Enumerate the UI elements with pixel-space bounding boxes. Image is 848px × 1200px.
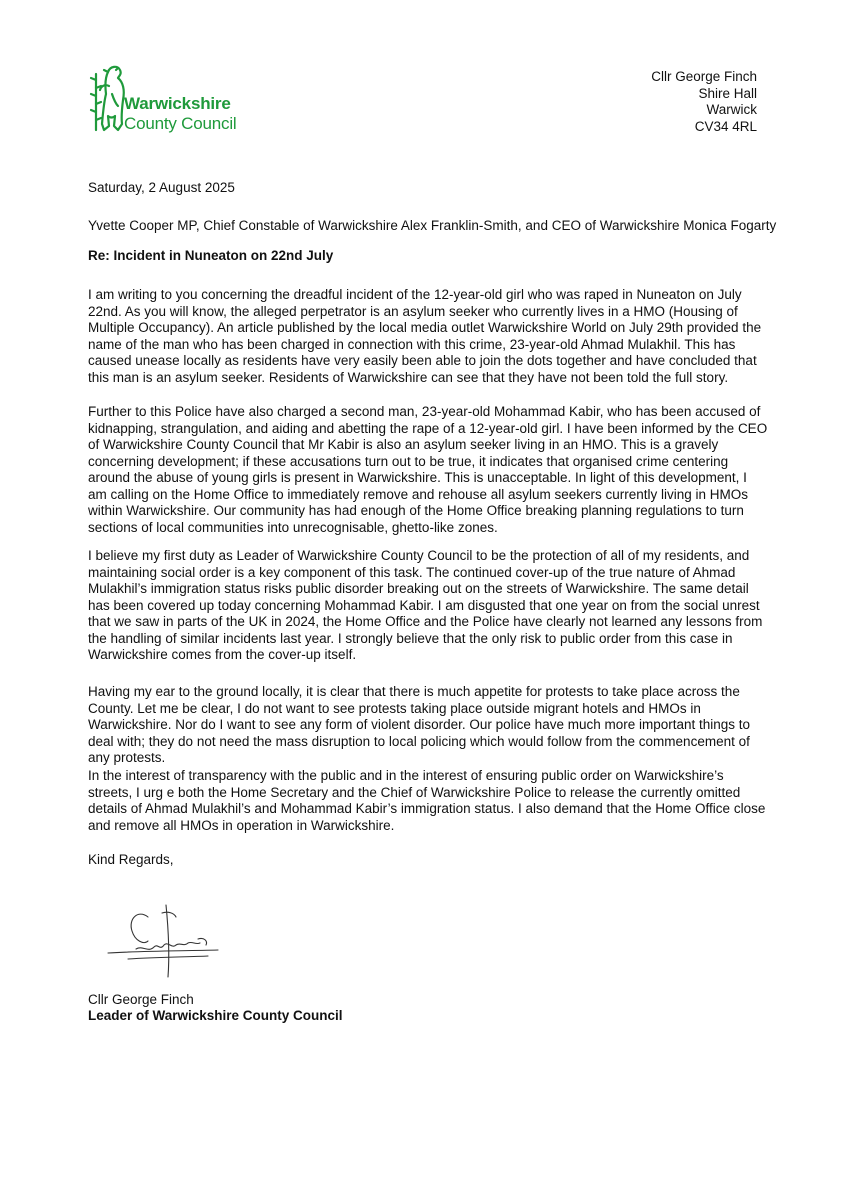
signer-name: Cllr George Finch	[88, 992, 194, 1007]
address-building: Shire Hall	[698, 85, 757, 101]
address-name: Cllr George Finch	[651, 69, 757, 84]
letter-recipients: Yvette Cooper MP, Chief Constable of Warwickshire Alex Franklin-Smith, and CEO of Warwickshire Monica Fogarty	[88, 218, 777, 233]
logo-wordmark-line2: County Council	[124, 114, 237, 133]
bear-and-ragged-staff-icon	[88, 60, 128, 135]
sender-address	[651, 69, 757, 135]
address-town: Warwick	[706, 102, 757, 117]
letter-closing: Kind Regards,	[88, 852, 174, 867]
council-logo	[88, 60, 258, 135]
address-postcode: CV34 4RL	[694, 118, 757, 134]
letter-paragraph: Having my ear to the ground locally, it is clear that there is much appetite for protests to take place across the County. Let me be clear, I do not want to see protests taking place outside migrant hotels and HMOs in Warwickshire. Nor do I want to see any form of violent disorder. Our police have much more important things to deal with; they do not need the mass disruption to local policing which would follow from the commencement of any protests.	[88, 684, 751, 765]
logo-wordmark-line1: Warwickshire	[124, 94, 231, 113]
letter-date: Saturday, 2 August 2025	[88, 180, 235, 195]
letter-paragraph: Further to this Police have also charged a second man, 23-year-old Mohammad Kabir, who has been accused of kidnapping, strangulation, and aiding and abetting the rape of a 12-year-old girl. I have been informed by the CEO of Warwickshire County Council that Mr Kabir is also an asylum seeker living in an HMO. This is a gravely concerning development; if these accusations turn out to be true, it indicates that organised crime centering around the abuse of young girls is present in Warwickshire. This is unacceptable. In light of this development, I am calling on the Home Office to immediately remove and rehouse all asylum seekers currently living in HMOs within Warwickshire. Our community has had enough of the Home Office breaking planning regulations to turn sections of local communities into unrecognisable, ghetto-like zones.	[88, 404, 768, 535]
letter-paragraph: I am writing to you concerning the dreadful incident of the 12-year-old girl who was raped in Nuneaton on July 22nd. As you will know, the alleged perpetrator is an asylum seeker who currently lives in a HMO (Housing of Multiple Occupancy). An article published by the local media outlet Warwickshire World on July 29th provided the name of the man who has been charged in connection with this crime, 23-year-old Ahmad Mulakhil. This has caused unease locally as residents have very easily been able to join the dots together and have concluded that this man is an asylum seeker. Residents of Warwickshire can see that they have not been told the full story.	[88, 287, 762, 385]
letter-subject: Re: Incident in Nuneaton on 22nd July	[88, 248, 334, 263]
handwritten-signature	[88, 895, 233, 990]
letter-paragraph: In the interest of transparency with the public and in the interest of ensuring public order on Warwickshire’s streets, I urg e both the Home Secretary and the Chief of Warwickshire Police to release the currently omitted details of Ahmad Mulakhil’s and Mohammad Kabir’s immigration status. I also demand that the Home Office close and remove all HMOs in operation in Warwickshire.	[88, 768, 766, 833]
signer-role: Leader of Warwickshire County Council	[88, 1008, 343, 1023]
letter-paragraph: I believe my first duty as Leader of Warwickshire County Council to be the protection of all of my residents, and maintaining social order is a key component of this task. The continued cover-up of the true nature of Ahmad Mulakhil’s immigration status risks public disorder breaking out on the streets of Warwickshire. The same detail has been covered up today concerning Mohammad Kabir. I am disgusted that one year on from the social unrest that we saw in parts of the UK in 2024, the Home Office and the Police have clearly not learned any lessons from the handling of similar incidents last year. I strongly believe that the only risk to public order from this case in Warwickshire comes from the cover-up itself.	[88, 548, 763, 662]
